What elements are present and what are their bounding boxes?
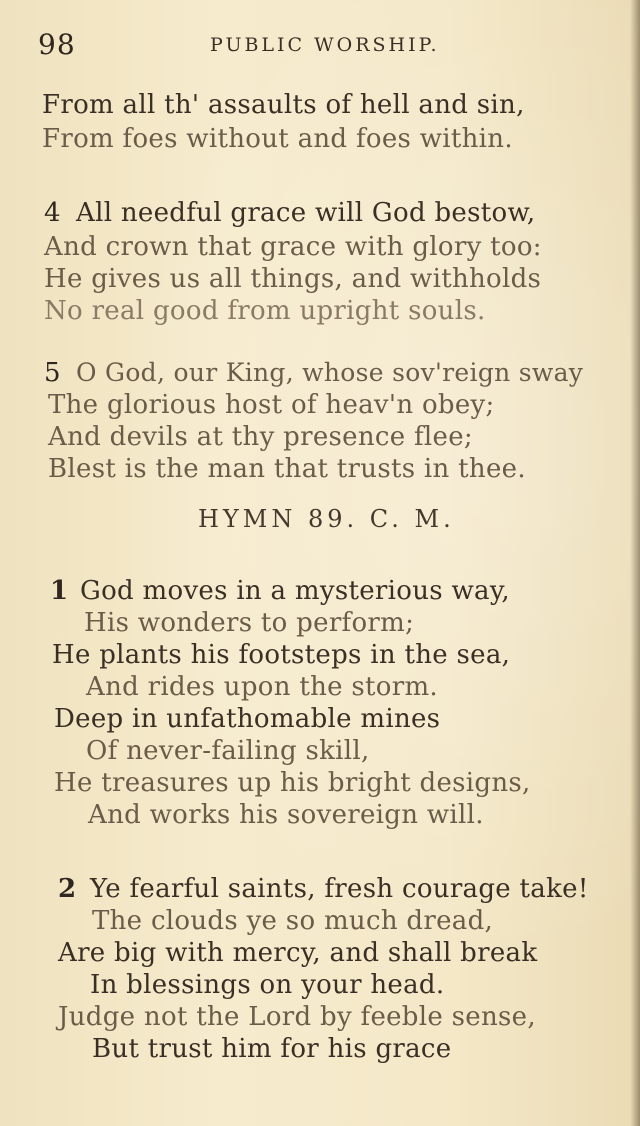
verse-line: He plants his footsteps in the sea, (52, 640, 511, 670)
verse-line: But trust him for his grace (92, 1034, 452, 1064)
stanza-number: 4 (44, 198, 61, 228)
verse-line: Blest is the man that trusts in thee. (48, 454, 526, 484)
verse-line: And devils at thy presence flee; (48, 422, 473, 452)
verse-line: He gives us all things, and withholds (44, 264, 542, 294)
verse-line: The glorious host of heav'n obey; (48, 390, 495, 420)
verse-line: From foes without and foes within. (42, 124, 513, 154)
verse-line: His wonders to perform; (84, 608, 415, 638)
verse-line: Judge not the Lord by feeble sense, (58, 1002, 536, 1032)
stanza-number: 2 (58, 874, 77, 904)
stanza-number: 5 (44, 358, 61, 388)
page-header (38, 28, 598, 68)
verse-line: In blessings on your head. (90, 970, 445, 1000)
verse-line: The clouds ye so much dread, (92, 906, 494, 936)
hymn-title: HYMN 89. C. M. (198, 505, 455, 533)
verse-line: Are big with mercy, and shall break (58, 938, 538, 968)
verse-line: Deep in unfathomable mines (54, 704, 441, 734)
stanza-number: 1 (50, 576, 69, 606)
running-head: PUBLIC WORSHIP. (210, 34, 440, 56)
verse-line: Of never-failing skill, (86, 736, 370, 766)
verse-line: All needful grace will God bestow, (76, 198, 536, 228)
verse-line: And rides upon the storm. (86, 672, 438, 702)
verse-line: He treasures up his bright designs, (54, 768, 531, 798)
page-edge-shadow (630, 0, 640, 1126)
verse-line: And crown that grace with glory too: (44, 232, 542, 262)
verse-line: God moves in a mysterious way, (80, 576, 510, 606)
verse-line: Ye fearful saints, fresh courage take! (90, 874, 589, 904)
page-number: 98 (38, 28, 76, 61)
verse-line: From all th' assaults of hell and sin, (42, 90, 525, 120)
verse-line: And works his sovereign will. (88, 800, 484, 830)
verse-line: No real good from upright souls. (44, 296, 486, 326)
verse-line: O God, our King, whose sov'reign sway (76, 358, 584, 387)
